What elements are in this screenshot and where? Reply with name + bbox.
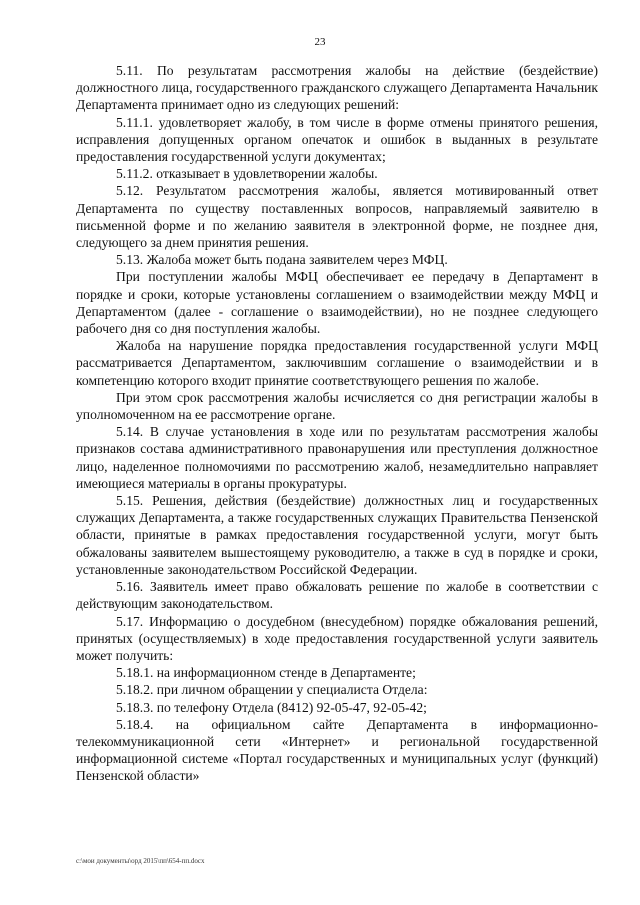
document-body <box>76 62 598 785</box>
paragraph-5-11-2: 5.11.2. отказывает в удовлетворении жалобы. <box>116 166 378 182</box>
paragraph-5-11-1: 5.11.1. удовлетворяет жалобу, в том числе в форме отмены принятого решения, исправления допущенных органом опечаток и ошибок в выданных в результате предоставления государственной услуги документах; <box>76 114 598 165</box>
paragraph-5-11: 5.11. По результатам рассмотрения жалобы на действие (бездействие) должностного лица, государственного гражданского служащего Департамента Начальник Департамента принимает одно из следующих решений: <box>76 63 598 113</box>
paragraph-5-17: 5.17. Информацию о досудебном (внесудебном) порядке обжалования решений, принятых (осуществляемых) в ходе предоставления государственной услуги заявитель может получить: <box>76 613 598 663</box>
page-number: 23 <box>314 36 326 48</box>
paragraph-mfc-transfer: При поступлении жалобы МФЦ обеспечивает ее передачу в Департамент в порядке и сроки, которые установлены соглашением о взаимодействии между МФЦ и Департаментом (далее - соглашение о взаимодействии), но не позднее следующего рабочего дня со дня поступления жалобы. <box>76 269 598 337</box>
paragraph-5-15: 5.15. Решения, действия (бездействие) должностных лиц и государственных служащих Департамента, а также государственных служащих Правительства Пензенской области, принятые в рамках предоставления государственной услуги, могут быть обжалованы заявителем вышестоящему руководителю, а также в суд в порядке и сроки, установленные законодательством Российской Федерации. <box>76 493 598 577</box>
paragraph-5-18-3: 5.18.3. по телефону Отдела (8412) 92-05-47, 92-05-42; <box>116 699 427 715</box>
paragraph-5-14: 5.14. В случае установления в ходе или по результатам рассмотрения жалобы признаков состава административного правонарушения или преступления должностное лицо, наделенное полномочиями по рассмотрению жалоб, незамедлительно направляет имеющиеся материалы в органы прокуратуры. <box>76 424 598 491</box>
paragraph-review-term: При этом срок рассмотрения жалобы исчисляется со дня регистрации жалобы в уполномоченном на ее рассмотрение органе. <box>76 389 598 423</box>
paragraph-5-12: 5.12. Результатом рассмотрения жалобы, является мотивированный ответ Департамента по существу поставленных вопросов, направляемый заявителю в письменной форме и по желанию заявителя в электронной форме, не позднее дня, следующего за днем принятия решения. <box>76 183 598 251</box>
paragraph-5-16: 5.16. Заявитель имеет право обжаловать решение по жалобе в соответствии с действующим законодательством. <box>76 579 598 612</box>
paragraph-5-13: 5.13. Жалоба может быть подана заявителем через МФЦ. <box>116 252 448 268</box>
paragraph-mfc-complaint: Жалоба на нарушение порядка предоставления государственной услуги МФЦ рассматривается Департаментом, заключившим соглашение о взаимодействии и в компетенцию которого входит принятие соответствующего решения по жалобе. <box>76 338 598 388</box>
paragraph-5-18-1: 5.18.1. на информационном стенде в Департаменте; <box>116 665 416 681</box>
paragraph-5-18-4: 5.18.4. на официальном сайте Департамента в информационно-телекоммуникационной сети «Интернет» и региональной государственной информационной системе «Портал государственных и муниципальных услуг (функций) Пензенской области» <box>76 716 598 784</box>
footer-file-path: c:\мои документы\орд 2015\пп\654-пп.docx <box>76 857 205 865</box>
paragraph-5-18-2: 5.18.2. при личном обращении у специалиста Отдела: <box>116 682 428 698</box>
